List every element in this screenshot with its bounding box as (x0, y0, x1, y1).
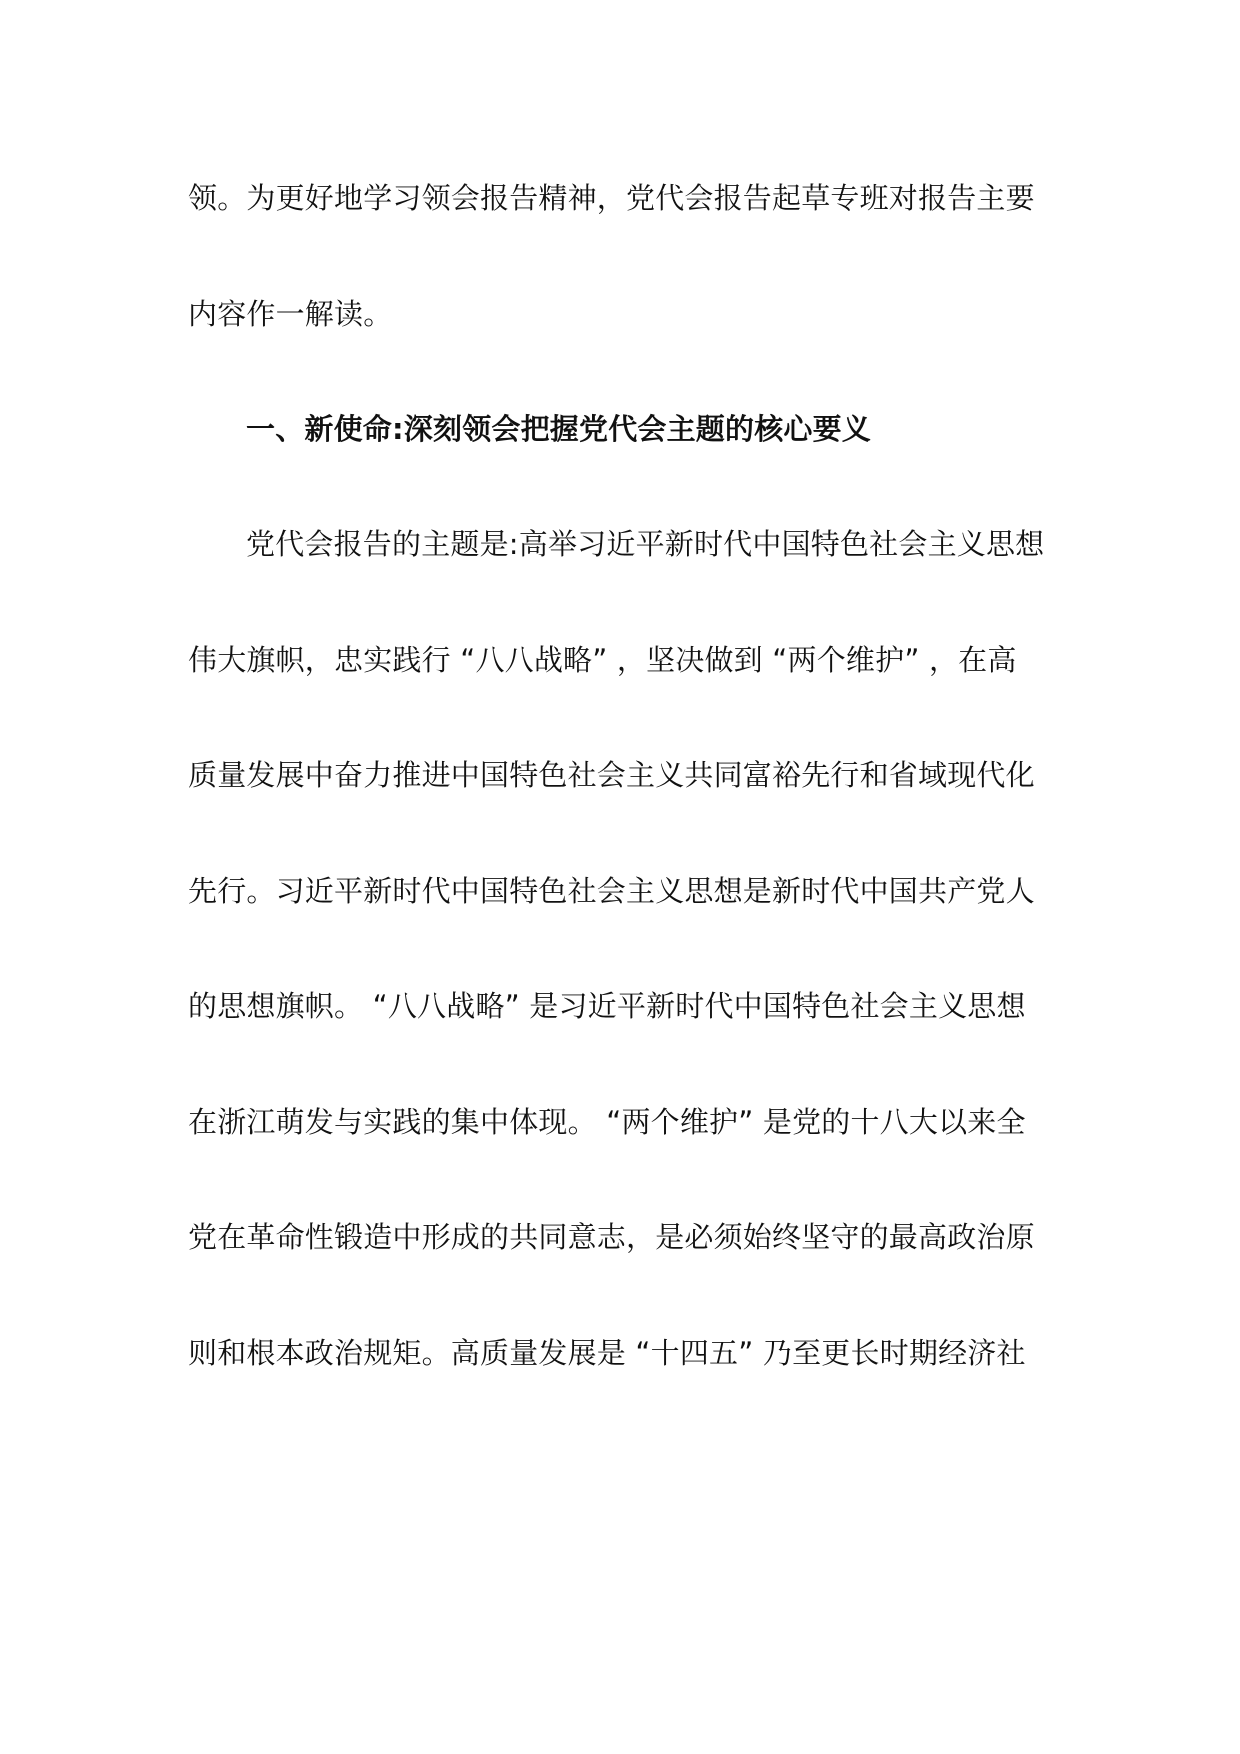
paragraph-line-3: 质量发展中奋力推进中国特色社会主义共同富裕先行和省域现代化 (188, 758, 1035, 792)
paragraph-line-4: 先行。习近平新时代中国特色社会主义思想是新时代中国共产党人 (188, 874, 1035, 908)
section-heading: 一、新使命:深刻领会把握党代会主题的核心要义 (246, 412, 871, 446)
paragraph-line-1: 党代会报告的主题是:高举习近平新时代中国特色社会主义思想 (246, 527, 1045, 561)
text-line-1: 领。为更好地学习领会报告精神，党代会报告起草专班对报告主要 (188, 181, 1035, 215)
paragraph-line-5: 的思想旗帜。 “八八战略” 是习近平新时代中国特色社会主义思想 (188, 989, 1026, 1023)
paragraph-line-7: 党在革命性锻造中形成的共同意志，是必须始终坚守的最高政治原 (188, 1220, 1035, 1254)
paragraph-line-8: 则和根本政治规矩。高质量发展是 “十四五” 乃至更长时期经济社 (188, 1336, 1026, 1370)
text-line-2: 内容作一解读。 (188, 297, 393, 331)
paragraph-line-2: 伟大旗帜，忠实践行 “八八战略” ，坚决做到 “两个维护” ，在高 (188, 643, 1017, 677)
paragraph-line-6: 在浙江萌发与实践的集中体现。 “两个维护” 是党的十八大以来全 (188, 1105, 1026, 1139)
